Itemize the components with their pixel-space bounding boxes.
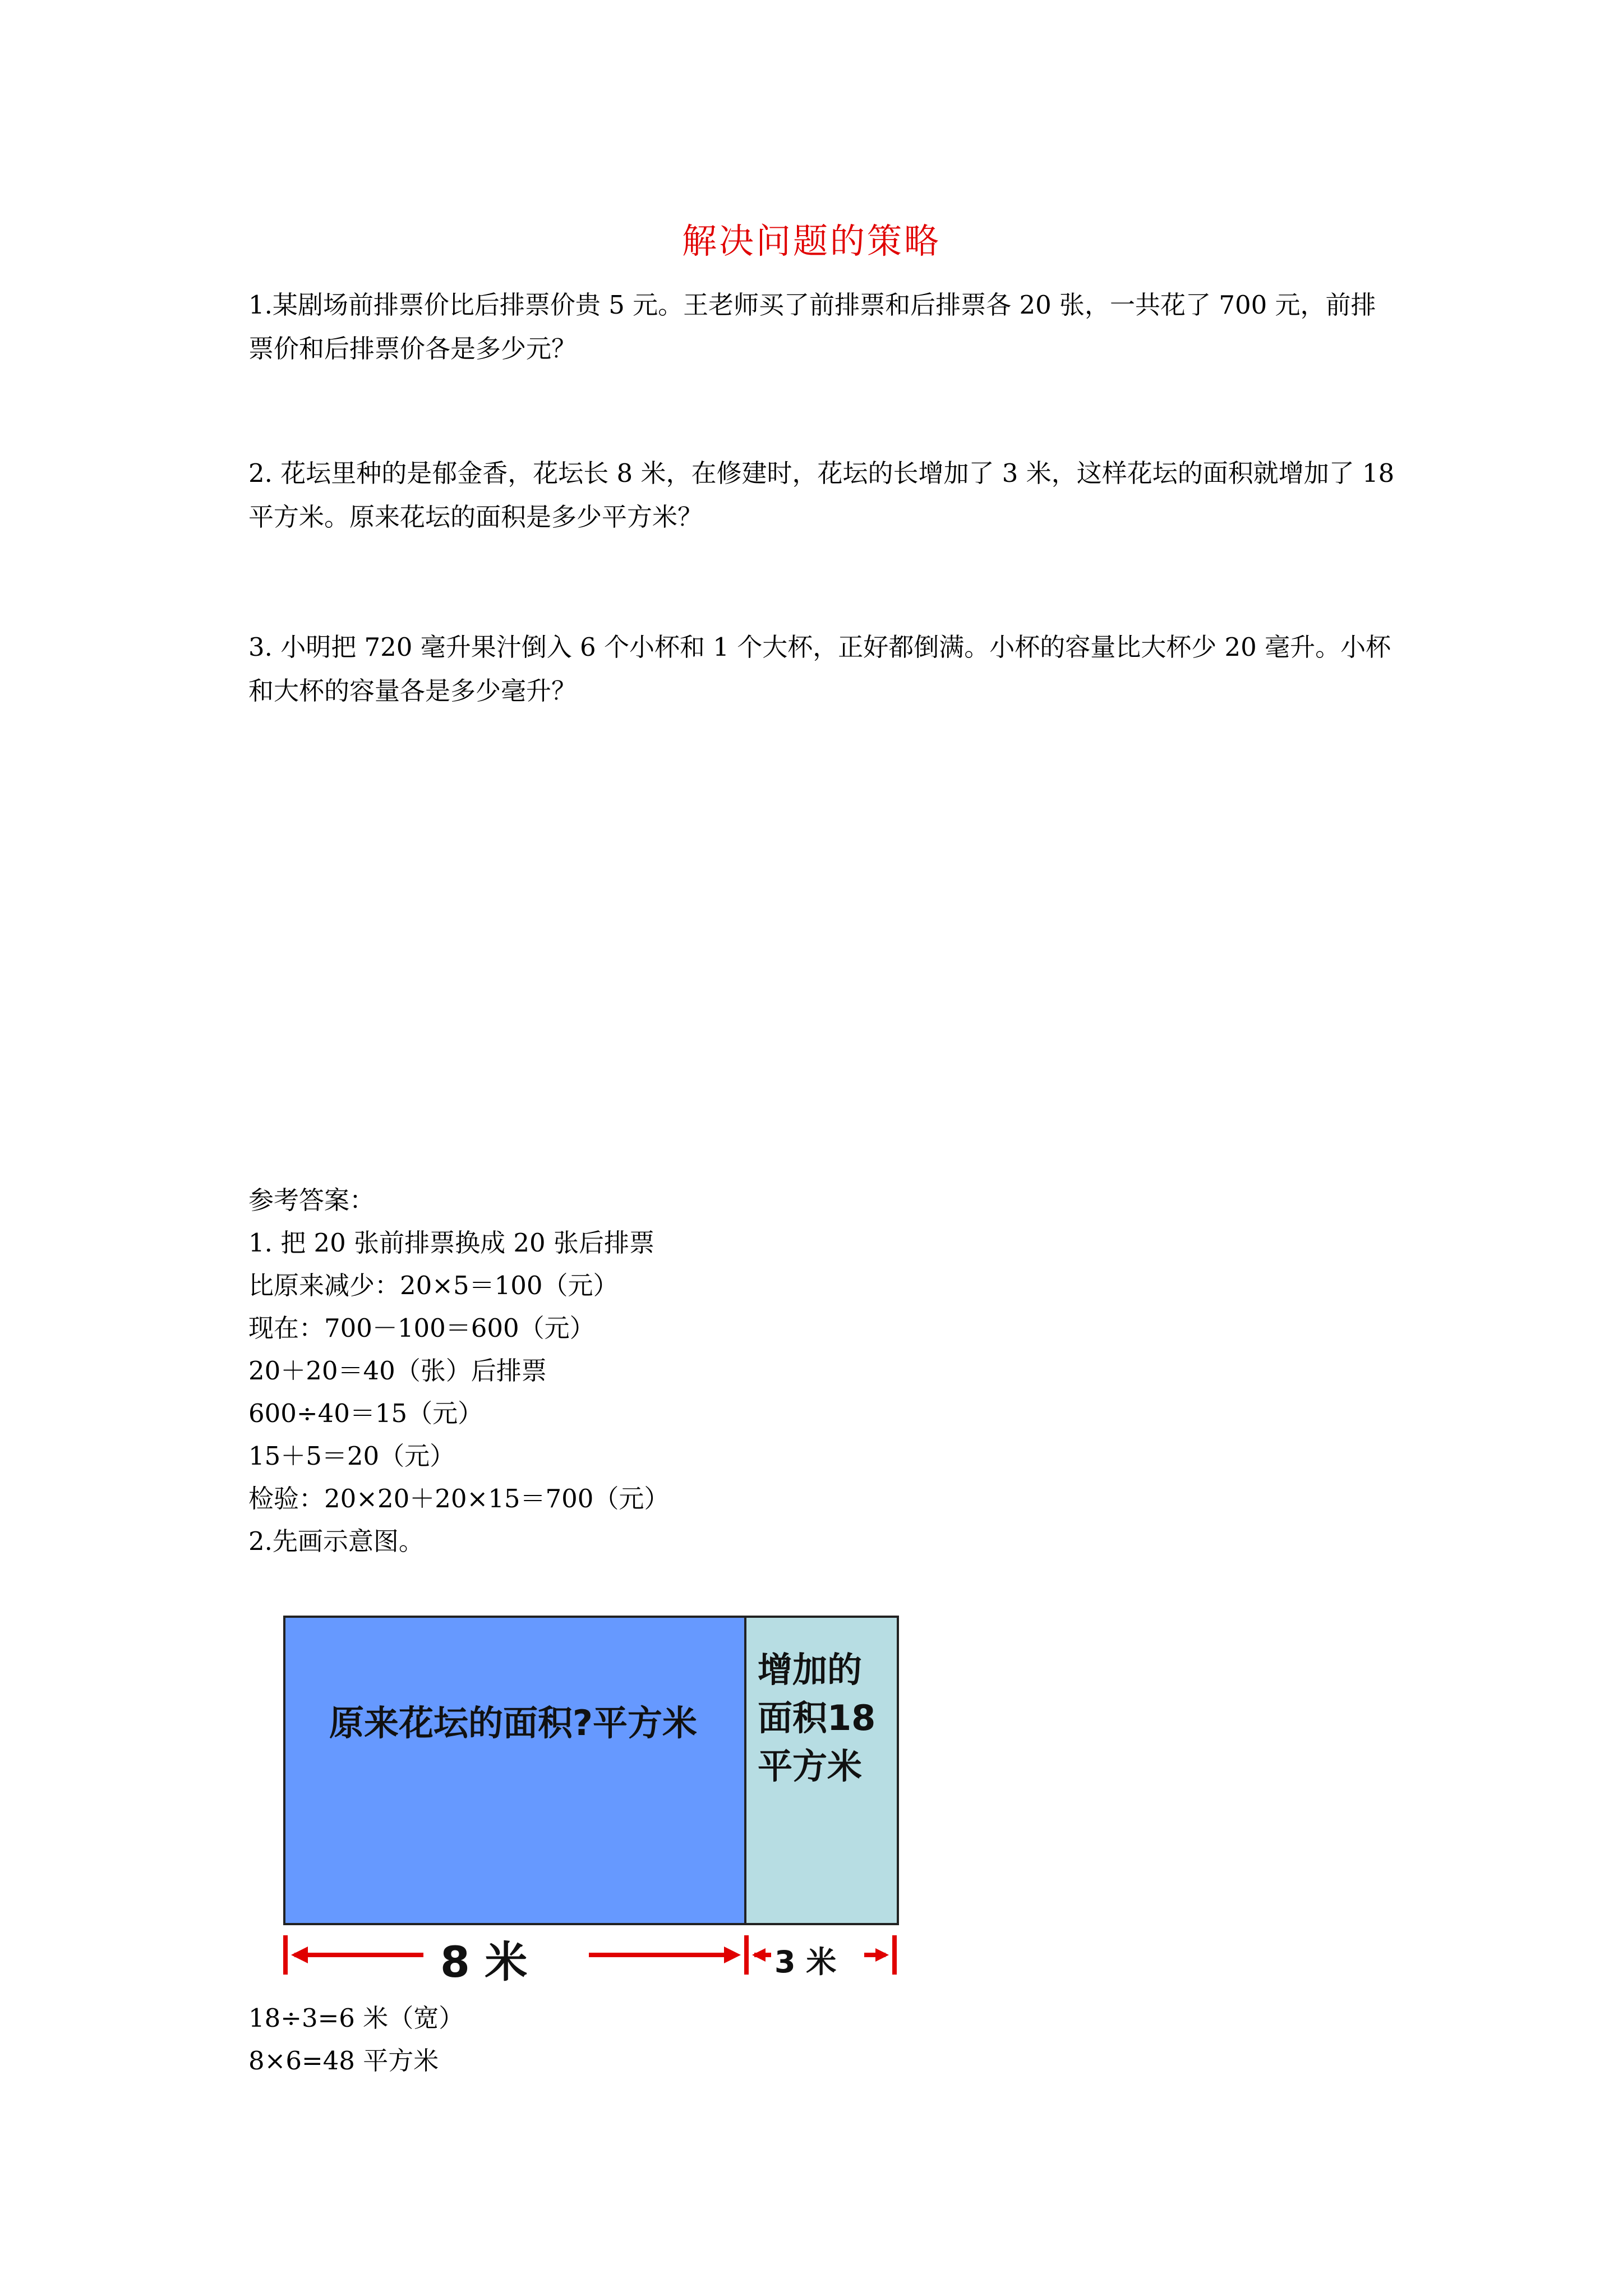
question-2: 2. 花坛里种的是郁金香，花坛长 8 米，在修建时，花坛的长增加了 3 米，这样花坛的面积就增加了 18 平方米。原来花坛的面积是多少平方米？ — [248, 458, 1395, 532]
page-title: 解决问题的策略 — [681, 220, 941, 261]
arrow-small-left-head — [752, 1948, 766, 1962]
flowerbed-diagram — [283, 1616, 900, 1986]
answer-line: 8×6=48 平方米 — [248, 2046, 439, 2076]
answers-heading: 参考答案： — [248, 1185, 375, 1215]
arrow-right-head — [724, 1947, 741, 1963]
added-area-label: 增加的面积18平方米 — [758, 1649, 876, 1787]
answer-line: 18÷3=6 米（宽） — [248, 2003, 464, 2033]
question-1: 1.某剧场前排票价比后排票价贵 5 元。王老师买了前排票和后排票各 20 张，一共花了 700 元，前排票价和后排票价各是多少元？ — [248, 290, 1376, 364]
answer-line: 检验：20×20＋20×15＝700（元） — [248, 1484, 670, 1513]
arrow-small-right-head — [875, 1948, 889, 1962]
answer-line: 600÷40＝15（元） — [248, 1398, 483, 1428]
answer-line: 20＋20＝40（张）后排票 — [248, 1356, 547, 1386]
answer-line: 比原来减少：20×5＝100（元） — [248, 1271, 619, 1300]
answer-line: 1. 把 20 张前排票换成 20 张后排票 — [248, 1228, 654, 1258]
increase-label: 3 米 — [774, 1944, 837, 1980]
length-label: 8 米 — [440, 1937, 528, 1987]
arrow-left-head — [291, 1947, 308, 1963]
answer-line: 15＋5＝20（元） — [248, 1441, 455, 1471]
original-area-box — [283, 1616, 746, 1925]
answer-line: 2.先画示意图。 — [248, 1526, 424, 1556]
question-3: 3. 小明把 720 毫升果汁倒入 6 个小杯和 1 个大杯，正好都倒满。小杯的容量比大杯少 20 毫升。小杯和大杯的容量各是多少毫升？ — [248, 632, 1391, 706]
original-area-label: 原来花坛的面积?平方米 — [329, 1703, 697, 1743]
added-area-box — [744, 1616, 899, 1925]
answer-line: 现在：700－100＝600（元） — [248, 1313, 595, 1343]
